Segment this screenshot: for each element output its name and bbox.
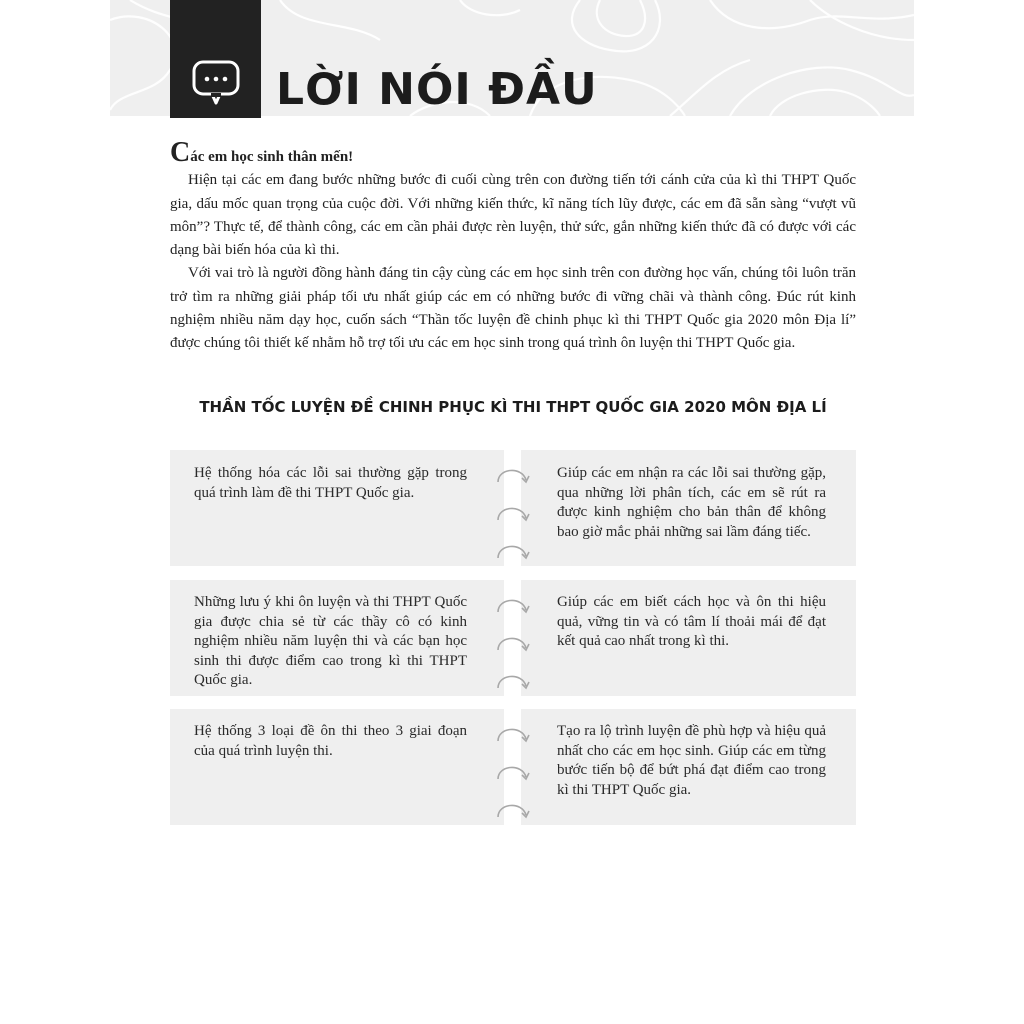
speech-bubble-icon — [192, 60, 240, 106]
curved-arrows-icon — [492, 717, 536, 827]
curved-arrows-icon — [492, 588, 536, 698]
page-title: LỜI NÓI ĐẦU — [276, 64, 598, 115]
feature-box-right — [521, 709, 856, 825]
intro-paragraph: Với vai trò là người đồng hành đáng tin cậy cùng các em học sinh trên con đường học vấn, chúng tôi luôn trăn trở tìm ra những giải pháp tối ưu nhất giúp các em có những bước đi vững chãi và thành công. Đúc rút kinh nghiệm nhiều năm dạy học, cuốn sách “Thần tốc luyện đề chinh phục kì thi THPT Quốc gia 2020 môn Địa lí” được chúng tôi thiết kế nhằm hỗ trợ tối ưu các em học sinh trong quá trình ôn luyện thi THPT Quốc gia. — [170, 265, 856, 352]
feature-box-left — [170, 709, 504, 825]
feature-text: Hệ thống 3 loại đề ôn thi theo 3 giai đoạn của quá trình luyện thi. — [194, 723, 467, 759]
drop-cap: C — [170, 137, 191, 168]
feature-row — [170, 450, 856, 566]
feature-benefit-text: Giúp các em biết cách học và ôn thi hiệu quả, vững tin và có tâm lí thoải mái để đạt kết quả cao nhất trong kì thi. — [557, 594, 826, 649]
intro-text — [170, 137, 856, 356]
feature-text: Những lưu ý khi ôn luyện và thi THPT Quốc gia được chia sẻ từ các thầy cô có kinh nghiệm nhiều năm luyện thi và các bạn học sinh thi được điểm cao trong kì thi THPT Quốc gia. — [194, 594, 467, 688]
feature-box-left — [170, 450, 504, 566]
feature-box-left — [170, 580, 504, 696]
intro-paragraph: Hiện tại các em đang bước những bước đi cuối cùng trên con đường tiến tới cánh cửa của kì thi THPT Quốc gia, dấu mốc quan trọng của cuộc đời. Với những kiến thức, kĩ năng tích lũy được, các em đã sẵn sàng “vượt vũ môn”? Thực tế, để thành công, các em cần phải được rèn luyện, thử sức, gắn những kiến thức đã có được với các dạng bài biến hóa của kì thi. — [170, 172, 856, 259]
feature-box-right — [521, 450, 856, 566]
feature-text: Hệ thống hóa các lỗi sai thường gặp trong quá trình làm đề thi THPT Quốc gia. — [194, 465, 467, 501]
salutation-text: ác em học sinh thân mến! — [190, 149, 354, 165]
title-icon-block — [170, 0, 261, 118]
salutation — [170, 137, 856, 169]
section-heading: THẦN TỐC LUYỆN ĐỀ CHINH PHỤC KÌ THI THPT QUỐC GIA 2020 MÔN ĐỊA LÍ — [199, 398, 827, 416]
feature-benefit-text: Giúp các em nhận ra các lỗi sai thường gặp, qua những lời phân tích, các em sẽ rút ra được kinh nghiệm cho bản thân để không bao giờ mắc phải những sai lầm đáng tiếc. — [557, 465, 826, 540]
curved-arrows-icon — [492, 458, 536, 568]
feature-box-right — [521, 580, 856, 696]
feature-benefit-text: Tạo ra lộ trình luyện đề phù hợp và hiệu quả nhất cho các em học sinh. Giúp các em từng bước tiến bộ để bứt phá đạt điểm cao trong kì thi THPT Quốc gia. — [557, 723, 826, 798]
feature-row — [170, 580, 856, 696]
feature-row — [170, 709, 856, 825]
